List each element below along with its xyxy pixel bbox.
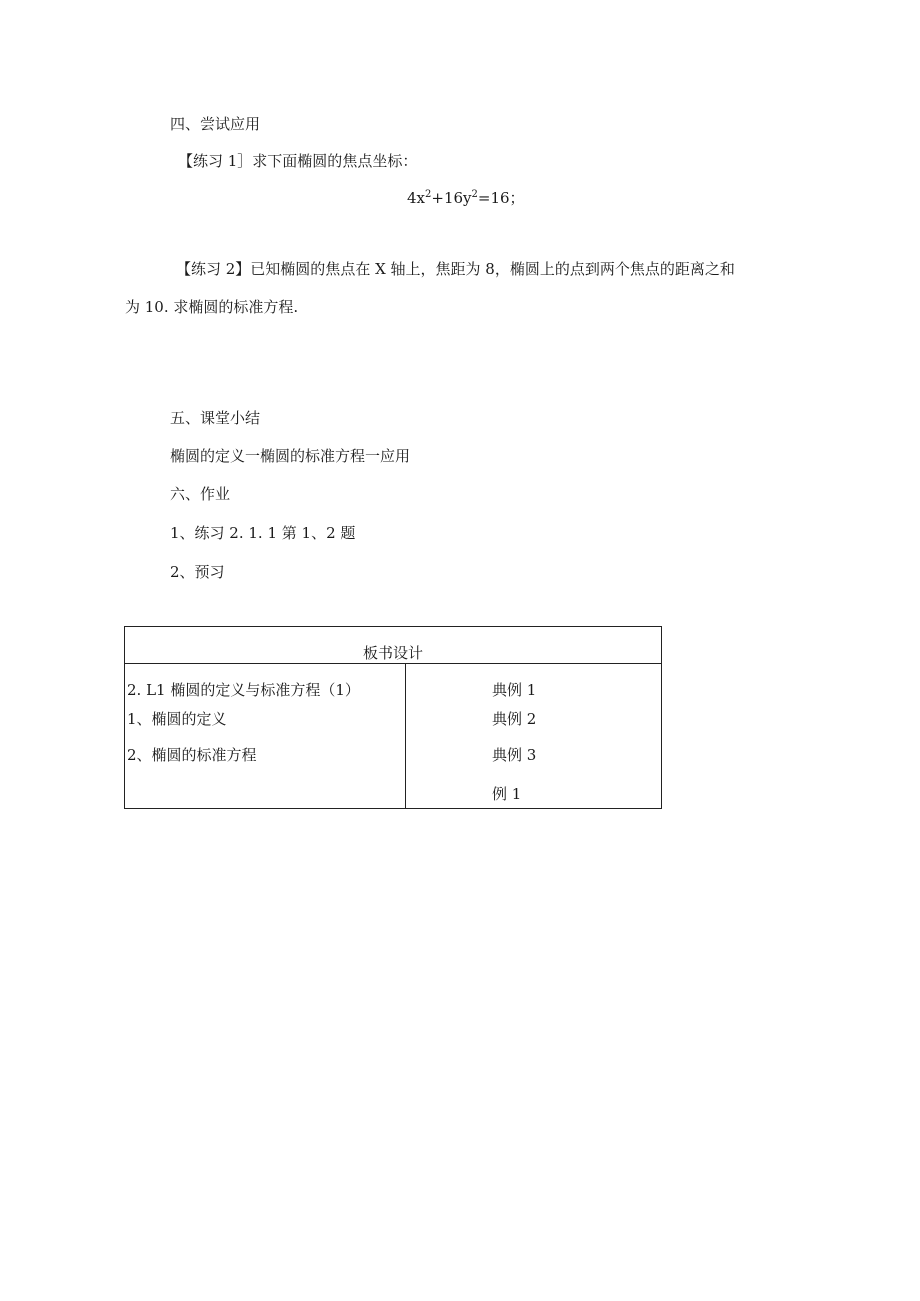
table-left-item: 2、椭圆的标准方程 <box>127 746 257 764</box>
table-right-item: 典例 3 <box>492 746 537 764</box>
table-left-item: 2. L1 椭圆的定义与标准方程（1） <box>127 681 360 699</box>
table-right-item: 典例 2 <box>492 710 537 728</box>
formula-term-x: 4x <box>407 189 426 207</box>
formula-term-y: +16y <box>431 189 472 207</box>
table-title: 板书设计 <box>362 644 423 662</box>
exercise-2-line-1: 【练习 2】已知椭圆的焦点在 X 轴上，焦距为 8，椭圆上的点到两个焦点的距离之和 <box>176 260 735 278</box>
table-header <box>125 627 661 664</box>
exercise-1-formula <box>407 188 525 208</box>
table-column-divider <box>405 664 406 809</box>
formula-exponent-x: 2 <box>425 189 432 200</box>
table-left-item: 1、椭圆的定义 <box>127 710 227 728</box>
homework-item-1: 1、练习 2. 1. 1 第 1、2 题 <box>170 524 356 542</box>
table-right-item: 例 1 <box>492 785 522 803</box>
exercise-2-line-2: 为 10. 求椭圆的标准方程. <box>125 298 299 316</box>
formula-exponent-y: 2 <box>471 189 478 200</box>
blackboard-design-table <box>124 626 662 809</box>
table-right-item: 典例 1 <box>492 681 537 699</box>
section-heading-try-application: 四、尝试应用 <box>170 115 261 133</box>
summary-text: 椭圆的定义一椭圆的标准方程一应用 <box>170 447 411 465</box>
section-heading-summary: 五、课堂小结 <box>170 409 261 427</box>
formula-rhs: =16； <box>477 189 525 207</box>
exercise-1-prompt: 【练习 1］求下面椭圆的焦点坐标： <box>178 152 418 170</box>
homework-item-2: 2、预习 <box>170 563 225 581</box>
section-heading-homework: 六、作业 <box>170 485 231 503</box>
